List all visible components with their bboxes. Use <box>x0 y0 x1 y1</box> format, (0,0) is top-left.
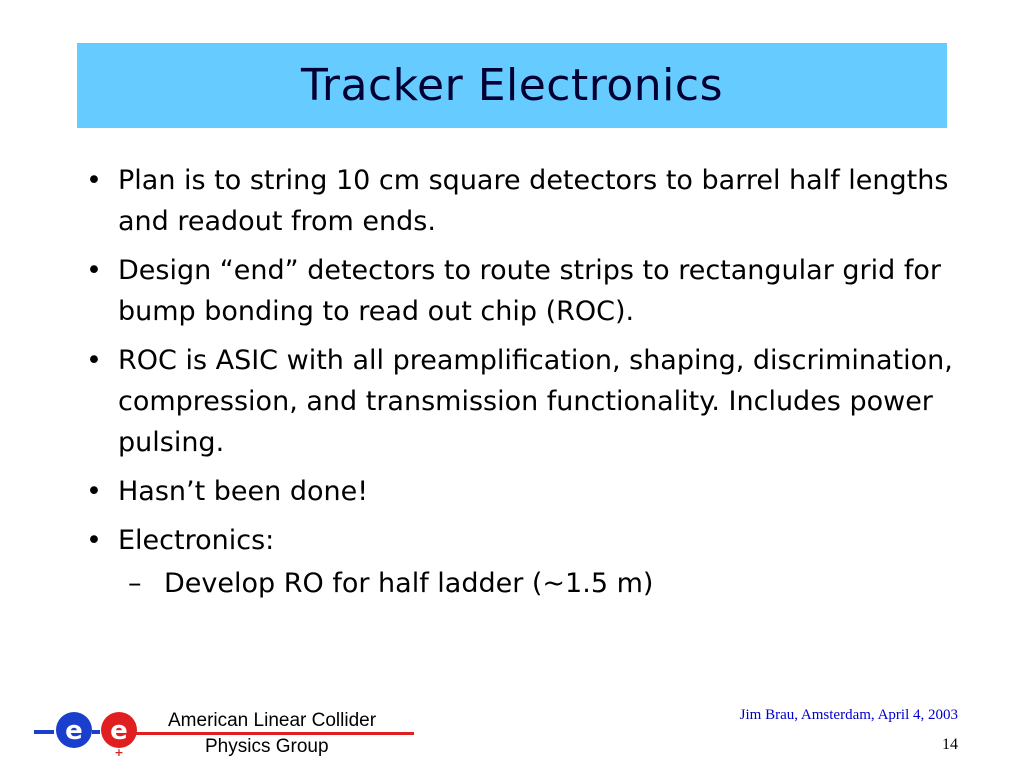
sub-bullet-item <box>80 563 960 604</box>
bullet-marker: • <box>86 525 102 556</box>
bullet-item <box>80 160 960 242</box>
bullet-marker: • <box>86 476 102 507</box>
footer-credit: Jim Brau, Amsterdam, April 4, 2003 <box>739 707 958 723</box>
electron-glyph: e <box>65 716 83 746</box>
logo-left-bar <box>34 730 54 734</box>
positron-plus: + <box>114 746 124 758</box>
bullet-item <box>80 471 960 512</box>
bullet-text: Electronics: <box>118 525 275 556</box>
bullet-item <box>80 520 960 561</box>
bullet-marker: • <box>86 165 102 196</box>
bullet-text: Hasn’t been done! <box>118 476 369 507</box>
bullet-text: ROC is ASIC with all preamplification, shaping, discrimination, compression, and transmission functionality. Includes power pulsing. <box>118 345 953 458</box>
logo-mid-bar <box>92 730 100 734</box>
bullet-item <box>80 340 960 463</box>
electron-minus: - <box>71 702 77 715</box>
page-number: 14 <box>942 736 958 753</box>
bullet-text: Plan is to string 10 cm square detectors to barrel half lengths and readout from ends. <box>118 165 949 237</box>
positron-glyph: e <box>110 716 128 746</box>
logo-underline <box>134 732 414 735</box>
org-name-line2: Physics Group <box>205 736 329 757</box>
slide-title: Tracker Electronics <box>300 60 724 111</box>
sub-bullet-text: Develop RO for half ladder (~1.5 m) <box>164 568 654 599</box>
bullet-marker: • <box>86 345 102 376</box>
bullet-text: Design “end” detectors to route strips to rectangular grid for bump bonding to read out chip (ROC). <box>118 255 941 327</box>
bullet-marker: • <box>86 255 102 286</box>
sub-bullet-marker: – <box>128 568 142 599</box>
bullet-list <box>80 160 960 604</box>
title-bar <box>77 43 947 128</box>
org-name-line1: American Linear Collider <box>168 710 377 731</box>
bullet-item <box>80 250 960 332</box>
